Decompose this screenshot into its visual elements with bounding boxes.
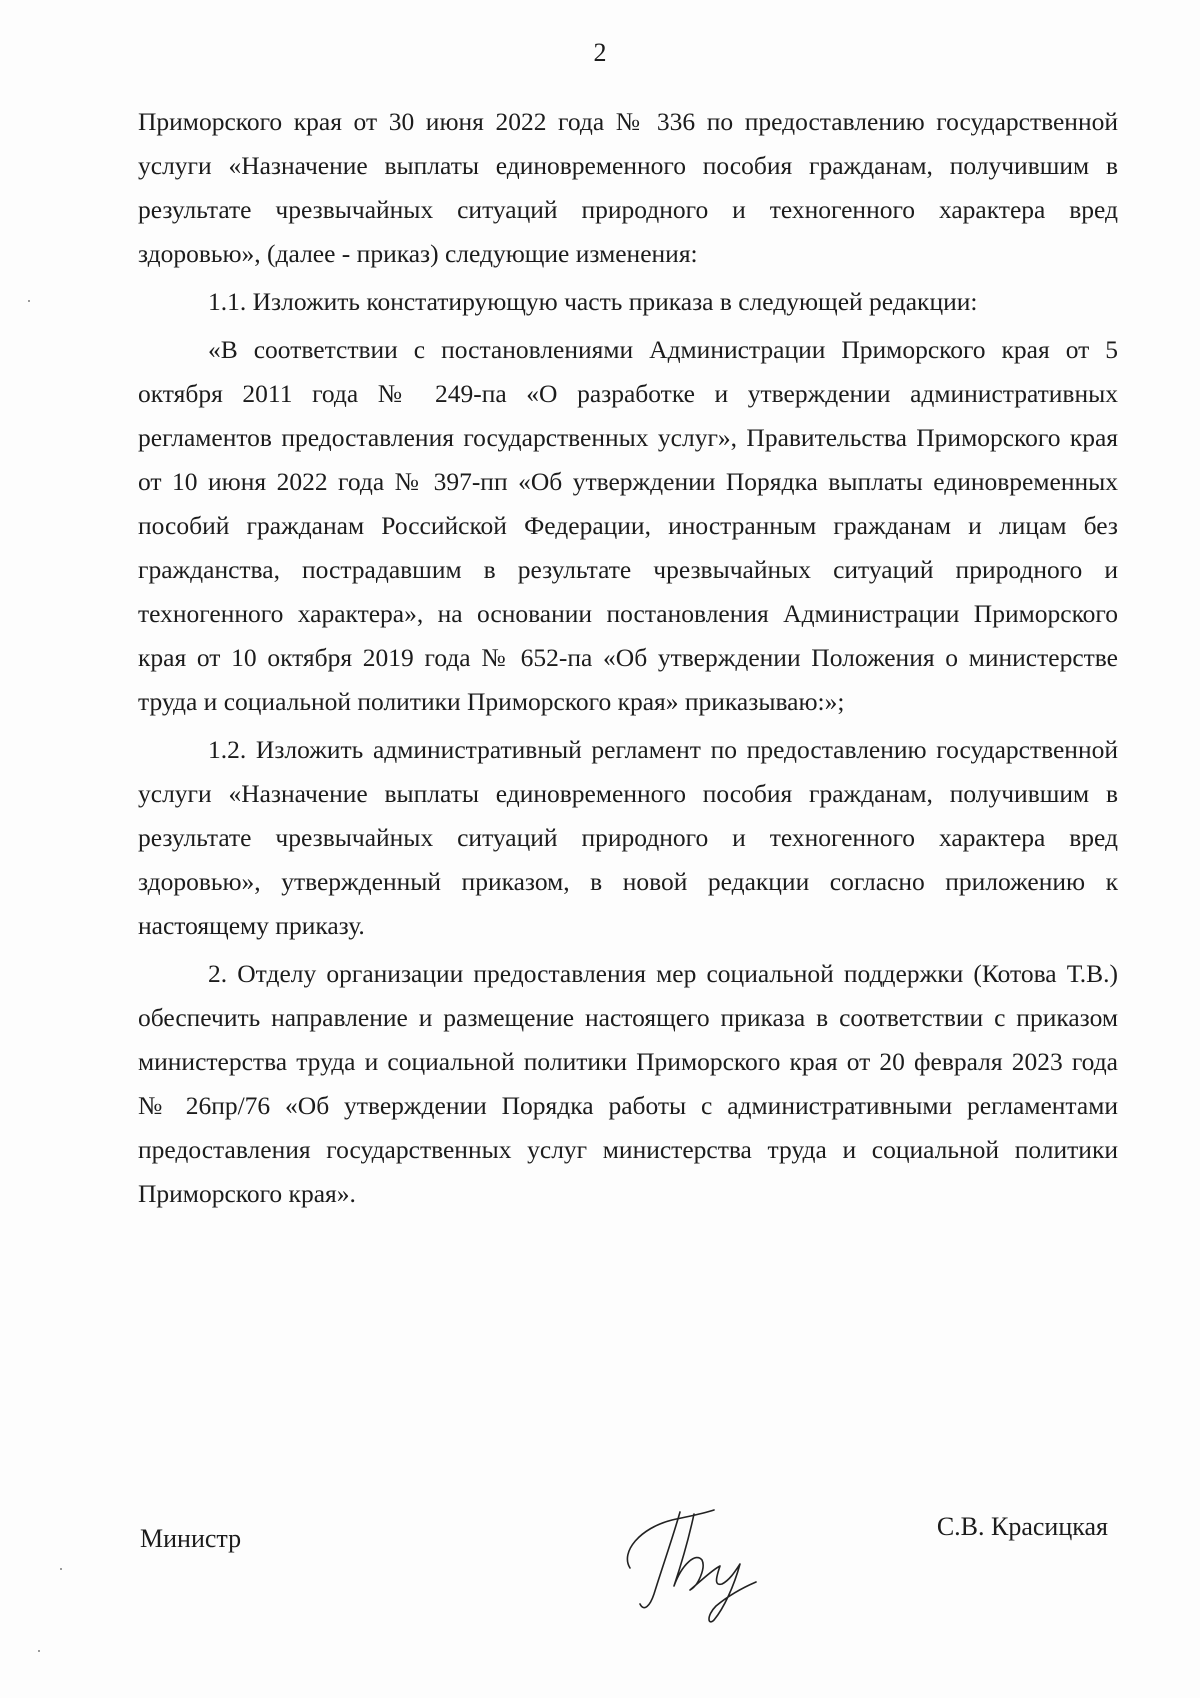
paragraph-item-1-2: 1.2. Изложить административный регламент по предоставлению государственной услуги «Назначение выплаты единовременного пособия гражданам, получившим в результате чрезвычайных ситуаций природного и техногенного характера вред здоровью», утвержденный приказом, в новой редакции согласно приложению к настоящему приказу. [138, 735, 1118, 940]
signer-position: Министр [140, 1524, 242, 1553]
page-number: 2 [593, 38, 607, 67]
paragraph-preamble-quote: «В соответствии с постановлениями Администрации Приморского края от 5 октября 2011 года № 249-па «О разработке и утверждении административных регламентов предоставления государственных услуг», Правительства Приморского края от 10 июня 2022 года № 397-пп «Об утверждении Порядка выплаты единовременных пособий гражданам Российской Федерации, иностранным гражданам и лицам без гражданства, пострадавшим в результате чрезвычайных ситуаций природного и техногенного характера», на основании постановления Администрации Приморского края от 10 октября 2019 года № 652-па «Об утверждении Положения о министерстве труда и социальной политики Приморского края» приказываю:»; [138, 335, 1118, 716]
signer-name: С.В. Красицкая [936, 1512, 1108, 1541]
paragraph-item-2: 2. Отделу организации предоставления мер социальной поддержки (Котова Т.В.) обеспечить направление и размещение настоящего приказа в соответствии с приказом министерства труда и социальной политики Приморского края от 20 февраля 2023 года № 26пр/76 «Об утверждении Порядка работы с административными регламентами предоставления государственных услуг министерства труда и социальной политики Приморского края». [138, 959, 1118, 1208]
scan-artifact [28, 300, 30, 302]
signature-block [140, 1490, 1108, 1630]
scan-artifact [60, 1568, 62, 1570]
paragraph-item-1-1: 1.1. Изложить констатирующую часть приказа в следующей редакции: [208, 287, 978, 316]
scan-artifact [38, 1650, 40, 1652]
paragraph-intro-continuation: Приморского края от 30 июня 2022 года № 336 по предоставлению государственной услуги «Назначение выплаты единовременного пособия гражданам, получившим в результате чрезвычайных ситуаций природного и техногенного характера вред здоровью», (далее - приказ) следующие изменения: [138, 107, 1118, 268]
handwritten-signature [610, 1490, 770, 1630]
document-body [138, 100, 1118, 1216]
